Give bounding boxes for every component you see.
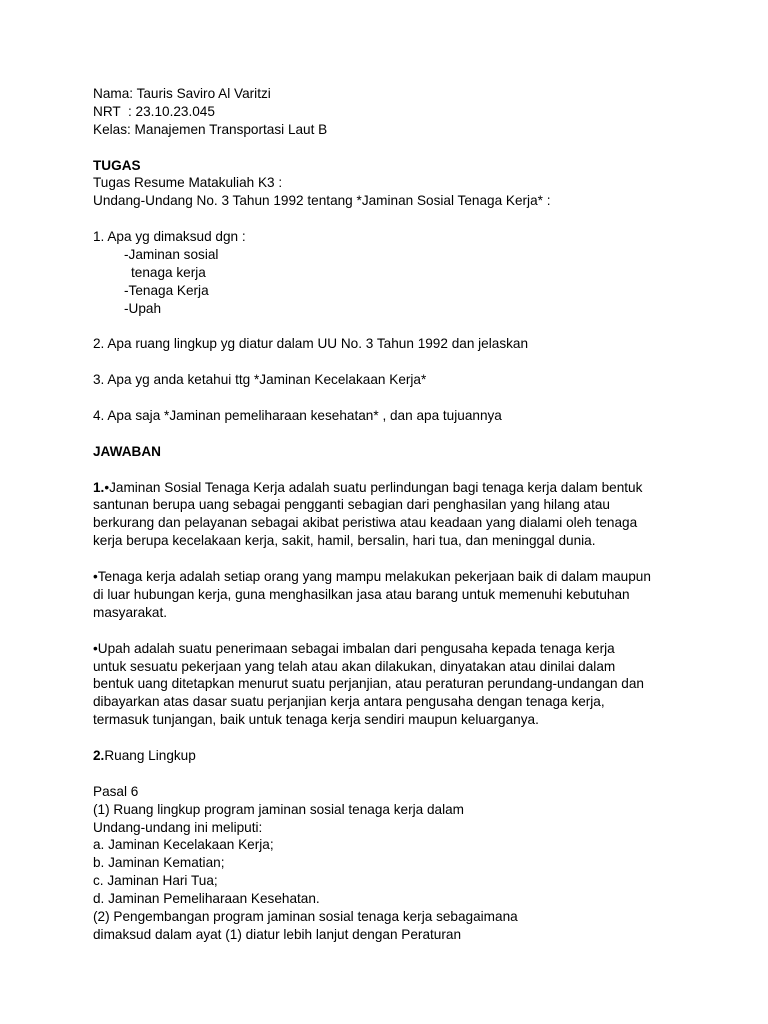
answer-line: •Tenaga kerja adalah setiap orang yang mampu melakukan pekerjaan baik di dalam maupun bbox=[93, 569, 651, 585]
spacer bbox=[93, 461, 693, 479]
answer-2-number: 2. bbox=[93, 747, 105, 763]
answer-line: dimaksud dalam ayat (1) diatur lebih lanjut dengan Peraturan bbox=[93, 926, 462, 942]
question-3: 3. Apa yg anda ketahui ttg *Jaminan Kecelakaan Kerja* bbox=[93, 372, 427, 388]
question-2: 2. Apa ruang lingkup yg diatur dalam UU No. 3 Tahun 1992 dan jelaskan bbox=[93, 336, 529, 352]
answer-line: dibayarkan atas dasar suatu perjanjian kerja antara pengusaha dengan tenaga kerja, bbox=[93, 694, 605, 710]
answer-line: masyarakat. bbox=[93, 604, 168, 620]
answer-line: Undang-undang ini meliputi: bbox=[93, 819, 263, 835]
spacer bbox=[93, 425, 693, 443]
jawaban-heading: JAWABAN bbox=[93, 443, 161, 459]
answer-2-heading bbox=[93, 747, 693, 765]
spacer bbox=[93, 353, 693, 371]
question-1-item: -Jaminan sosial bbox=[124, 247, 219, 263]
answer-line: c. Jaminan Hari Tua; bbox=[93, 873, 218, 889]
spacer bbox=[93, 210, 693, 228]
answer-1-text: •Jaminan Sosial Tenaga Kerja adalah suatu perlindungan bagi tenaga kerja dalam bentuk bbox=[104, 479, 643, 495]
answer-line: •Upah adalah suatu penerimaan sebagai imbalan dari pengusaha kepada tenaga kerja bbox=[93, 640, 615, 656]
spacer bbox=[93, 139, 693, 157]
student-class: Kelas: Manajemen Transportasi Laut B bbox=[93, 121, 328, 137]
answer-line: (2) Pengembangan program jaminan sosial tenaga kerja sebagaimana bbox=[93, 908, 518, 924]
document-body bbox=[93, 85, 693, 944]
answer-line: untuk sesuatu pekerjaan yang telah atau akan dilakukan, dinyatakan atau dinilai dalam bbox=[93, 658, 616, 674]
answer-line: bentuk uang ditetapkan menurut suatu perjanjian, atau peraturan perundang-undangan dan bbox=[93, 676, 644, 692]
question-1: 1. Apa yg dimaksud dgn : bbox=[93, 229, 246, 245]
answer-line: (1) Ruang lingkup program jaminan sosial tenaga kerja dalam bbox=[93, 801, 465, 817]
spacer bbox=[93, 318, 693, 336]
question-1-item: tenaga kerja bbox=[131, 264, 206, 280]
answer-line: a. Jaminan Kecelakaan Kerja; bbox=[93, 837, 274, 853]
spacer bbox=[93, 622, 693, 640]
answer-line: di luar hubungan kerja, guna menghasilkan jasa atau barang untuk memenuhi kebutuhan bbox=[93, 586, 630, 602]
spacer bbox=[93, 729, 693, 747]
tugas-line: Undang-Undang No. 3 Tahun 1992 tentang *Jaminan Sosial Tenaga Kerja* : bbox=[93, 193, 551, 209]
answer-line: termasuk tunjangan, baik untuk tenaga kerja sendiri maupun keluarganya. bbox=[93, 712, 539, 728]
student-name: Nama: Tauris Saviro Al Varitzi bbox=[93, 86, 271, 101]
spacer bbox=[93, 550, 693, 568]
answer-line: kerja berupa kecelakaan kerja, sakit, hamil, bersalin, hari tua, dan meninggal dunia. bbox=[93, 533, 596, 549]
answer-line: Pasal 6 bbox=[93, 783, 139, 799]
question-1-item: -Tenaga Kerja bbox=[124, 282, 209, 298]
answer-line: d. Jaminan Pemeliharaan Kesehatan. bbox=[93, 891, 320, 907]
answer-line: b. Jaminan Kematian; bbox=[93, 855, 225, 871]
question-1-item: -Upah bbox=[124, 300, 162, 316]
spacer bbox=[93, 765, 693, 783]
answer-1-first-line bbox=[93, 479, 693, 497]
question-4: 4. Apa saja *Jaminan pemeliharaan kesehatan* , dan apa tujuannya bbox=[93, 408, 502, 424]
answer-2-title: Ruang Lingkup bbox=[104, 747, 196, 763]
answer-1-number: 1. bbox=[93, 479, 105, 495]
answer-line: berkurang dan pelayanan sebagai akibat peristiwa atau keadaan yang dialami oleh tenaga bbox=[93, 515, 638, 531]
tugas-line: Tugas Resume Matakuliah K3 : bbox=[93, 175, 283, 191]
tugas-heading: TUGAS bbox=[93, 157, 141, 173]
student-nrt: NRT : 23.10.23.045 bbox=[93, 103, 215, 119]
answer-line: santunan berupa uang sebagai pengganti sebagian dari penghasilan yang hilang atau bbox=[93, 497, 610, 513]
spacer bbox=[93, 389, 693, 407]
